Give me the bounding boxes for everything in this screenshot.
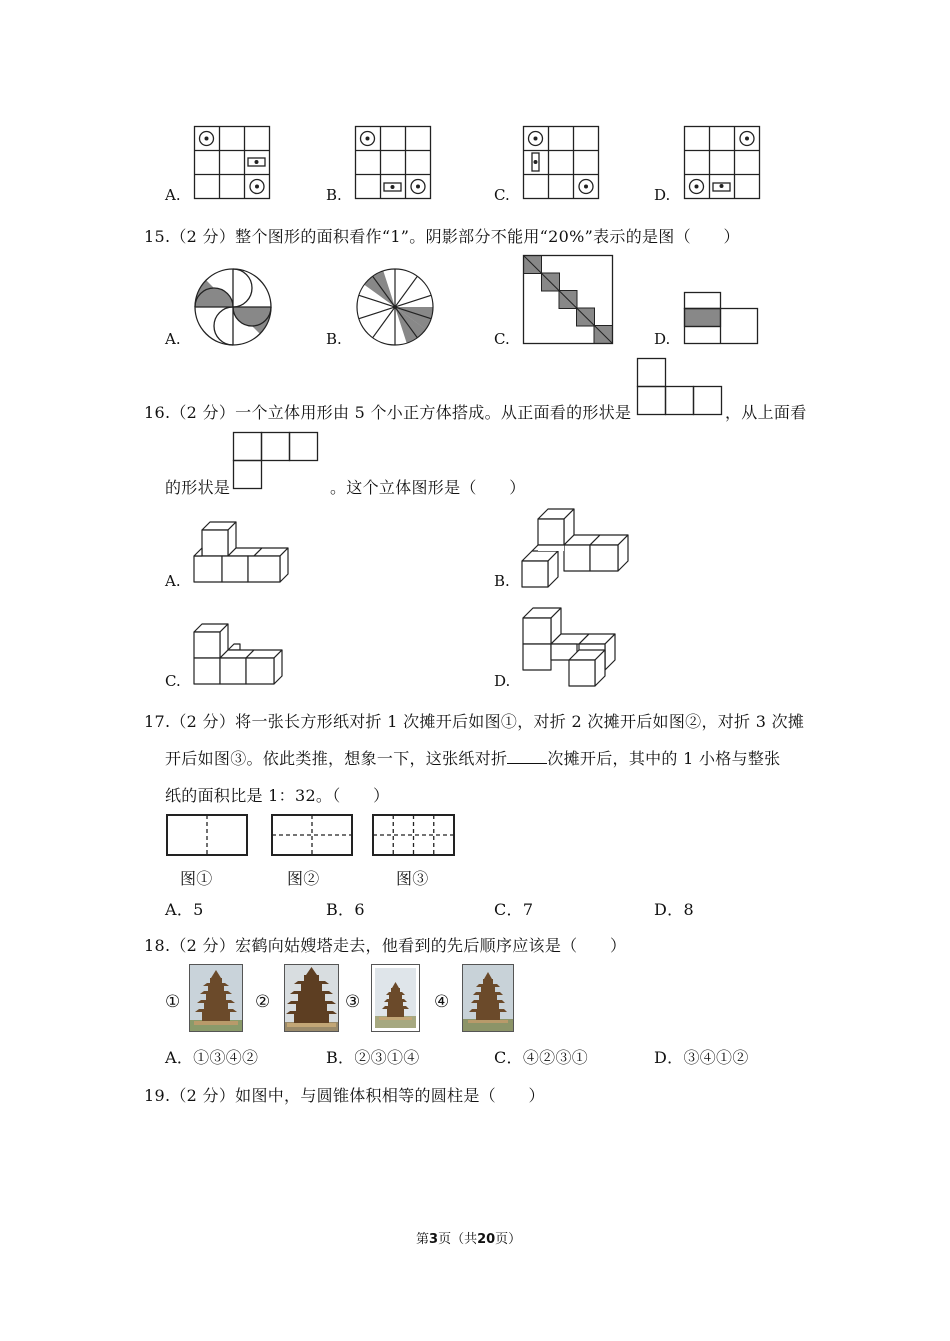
q17-figure-2: [271, 814, 353, 856]
q16-figure-d-cubes: [523, 608, 619, 686]
q16-score: （2 分）: [170, 403, 236, 422]
q17-option-b[interactable]: [326, 897, 365, 920]
q15-option-c-label: C.: [494, 330, 510, 348]
page-footer: [416, 1228, 521, 1247]
q18-score: （2 分）: [170, 936, 236, 955]
q16-option-d-label: D.: [494, 672, 511, 690]
q19-score: （2 分）: [170, 1086, 236, 1105]
q18-option-b[interactable]: [326, 1045, 420, 1068]
q17-line1: 将一张长方形纸对折 1 次摊开后如图①，对折 2 次摊开后如图②，对折 3 次摊: [235, 712, 805, 731]
q17-figure-1-caption: 图①: [180, 869, 213, 888]
q17-option-a[interactable]: [165, 897, 204, 920]
q17-option-d[interactable]: [654, 897, 694, 920]
q16-front-view: [637, 358, 723, 415]
q15-option-b-label: B.: [326, 330, 342, 348]
q18-option-a-label: A．: [165, 1048, 194, 1067]
q18-number: 18.: [144, 936, 171, 955]
q15-figure-a-pinwheel: [194, 268, 272, 346]
q17-figure-2-caption: 图②: [287, 869, 320, 888]
q16-option-b-label: B.: [494, 572, 510, 590]
q17-option-d-value: 8: [683, 900, 694, 919]
q16-option-a-label: A.: [165, 572, 181, 590]
q19-question: [144, 1083, 545, 1106]
q15-option-a-label: A.: [165, 330, 181, 348]
q17-option-c-value: 7: [522, 900, 534, 919]
q17-answer-blank[interactable]: [507, 749, 547, 764]
q15-number: 15.: [144, 227, 171, 246]
q17-option-d-label: D．: [654, 900, 684, 919]
q16-figure-b-cubes: [522, 509, 632, 587]
q15-figure-c-staircase: [523, 255, 613, 344]
q16-text-part2: ，从上面看: [725, 403, 807, 422]
q18-option-b-value: ②③①④: [354, 1048, 420, 1067]
q18-pagoda-photo-1: [189, 964, 243, 1032]
q16-text-part4: 。这个立体图形是（ ）: [330, 478, 526, 497]
q14-option-a-label: A.: [165, 186, 181, 204]
q17-option-b-value: 6: [354, 900, 365, 919]
q14-option-d-label: D.: [654, 186, 671, 204]
q17-question-line1: [144, 709, 804, 732]
q16-text-part3: 的形状是: [165, 478, 231, 497]
q17-option-a-label: A．: [165, 900, 194, 919]
q18-pagoda-photo-4: [462, 964, 514, 1032]
q17-question-line2: [165, 746, 780, 769]
q15-figure-d-rectangles: [684, 292, 758, 344]
q17-option-b-label: B．: [326, 900, 355, 919]
q16-text-part1: 一个立体用形由 5 个小正方体搭成。从正面看的形状是: [235, 403, 632, 422]
q16-option-c-label: C.: [165, 672, 181, 690]
q17-figure-1: [166, 814, 248, 856]
q17-option-c[interactable]: [494, 897, 533, 920]
q18-option-c-value: ④②③①: [522, 1048, 589, 1067]
q16-figure-c-cubes: [194, 622, 286, 686]
q15-score: （2 分）: [170, 227, 236, 246]
q18-option-d[interactable]: [654, 1045, 749, 1068]
q17-number: 17.: [144, 712, 171, 731]
q18-option-a-value: ①③④②: [193, 1048, 259, 1067]
q15-text: 整个图形的面积看作“1”。阴影部分不能用“20%”表示的是图（ ）: [235, 227, 740, 246]
q18-pagoda-photo-2: [284, 964, 339, 1032]
q17-score: （2 分）: [170, 712, 236, 731]
q18-option-b-label: B．: [326, 1048, 355, 1067]
q16-number: 16.: [144, 403, 171, 422]
q17-question-line3: 纸的面积比是 1：32。（ ）: [165, 786, 390, 805]
q17-option-a-value: 5: [193, 900, 204, 919]
footer-total-pages: 20: [477, 1232, 496, 1247]
q18-option-c[interactable]: [494, 1045, 588, 1068]
q16-top-view: [233, 432, 319, 489]
q19-number: 19.: [144, 1086, 171, 1105]
q14-grid-c: [523, 126, 599, 199]
q18-question: [144, 933, 626, 956]
q14-grid-b: [355, 126, 431, 199]
q18-option-c-label: C．: [494, 1048, 523, 1067]
q18-option-a[interactable]: [165, 1045, 258, 1068]
q19-text: 如图中，与圆锥体积相等的圆柱是（ ）: [235, 1086, 545, 1105]
q17-option-c-label: C．: [494, 900, 523, 919]
q16-question-line1: [144, 400, 631, 423]
footer-mid: 页（共: [438, 1232, 478, 1247]
q15-figure-b-sectors: [356, 268, 434, 346]
q18-pagoda-photo-3: [371, 964, 420, 1032]
q17-line2-a: 开后如图③。依此类推，想象一下，这张纸对折: [165, 749, 508, 768]
q18-text: 宏鹤向姑嫂塔走去，他看到的先后顺序应该是（ ）: [235, 936, 627, 955]
q16-figure-a-cubes: [194, 522, 294, 586]
q15-question: [144, 224, 740, 247]
q14-option-b-label: B.: [326, 186, 342, 204]
footer-page-number: 3: [429, 1232, 439, 1247]
q14-option-c-label: C.: [494, 186, 510, 204]
q14-grid-a: [194, 126, 270, 199]
q17-figure-3-caption: 图③: [396, 869, 429, 888]
q18-marker-2: ②: [255, 992, 271, 1012]
q18-marker-4: ④: [434, 992, 450, 1012]
q18-option-d-value: ③④①②: [683, 1048, 749, 1067]
q15-option-d-label: D.: [654, 330, 671, 348]
q18-option-d-label: D．: [654, 1048, 684, 1067]
footer-pre: 第: [416, 1232, 430, 1247]
q17-figure-3: [372, 814, 455, 856]
q14-grid-d: [684, 126, 760, 199]
q17-line2-b: 次摊开后，其中的 1 小格与整张: [547, 749, 781, 768]
q18-marker-1: ①: [165, 992, 181, 1012]
q18-marker-3: ③: [345, 992, 361, 1012]
footer-post: 页）: [495, 1232, 522, 1247]
